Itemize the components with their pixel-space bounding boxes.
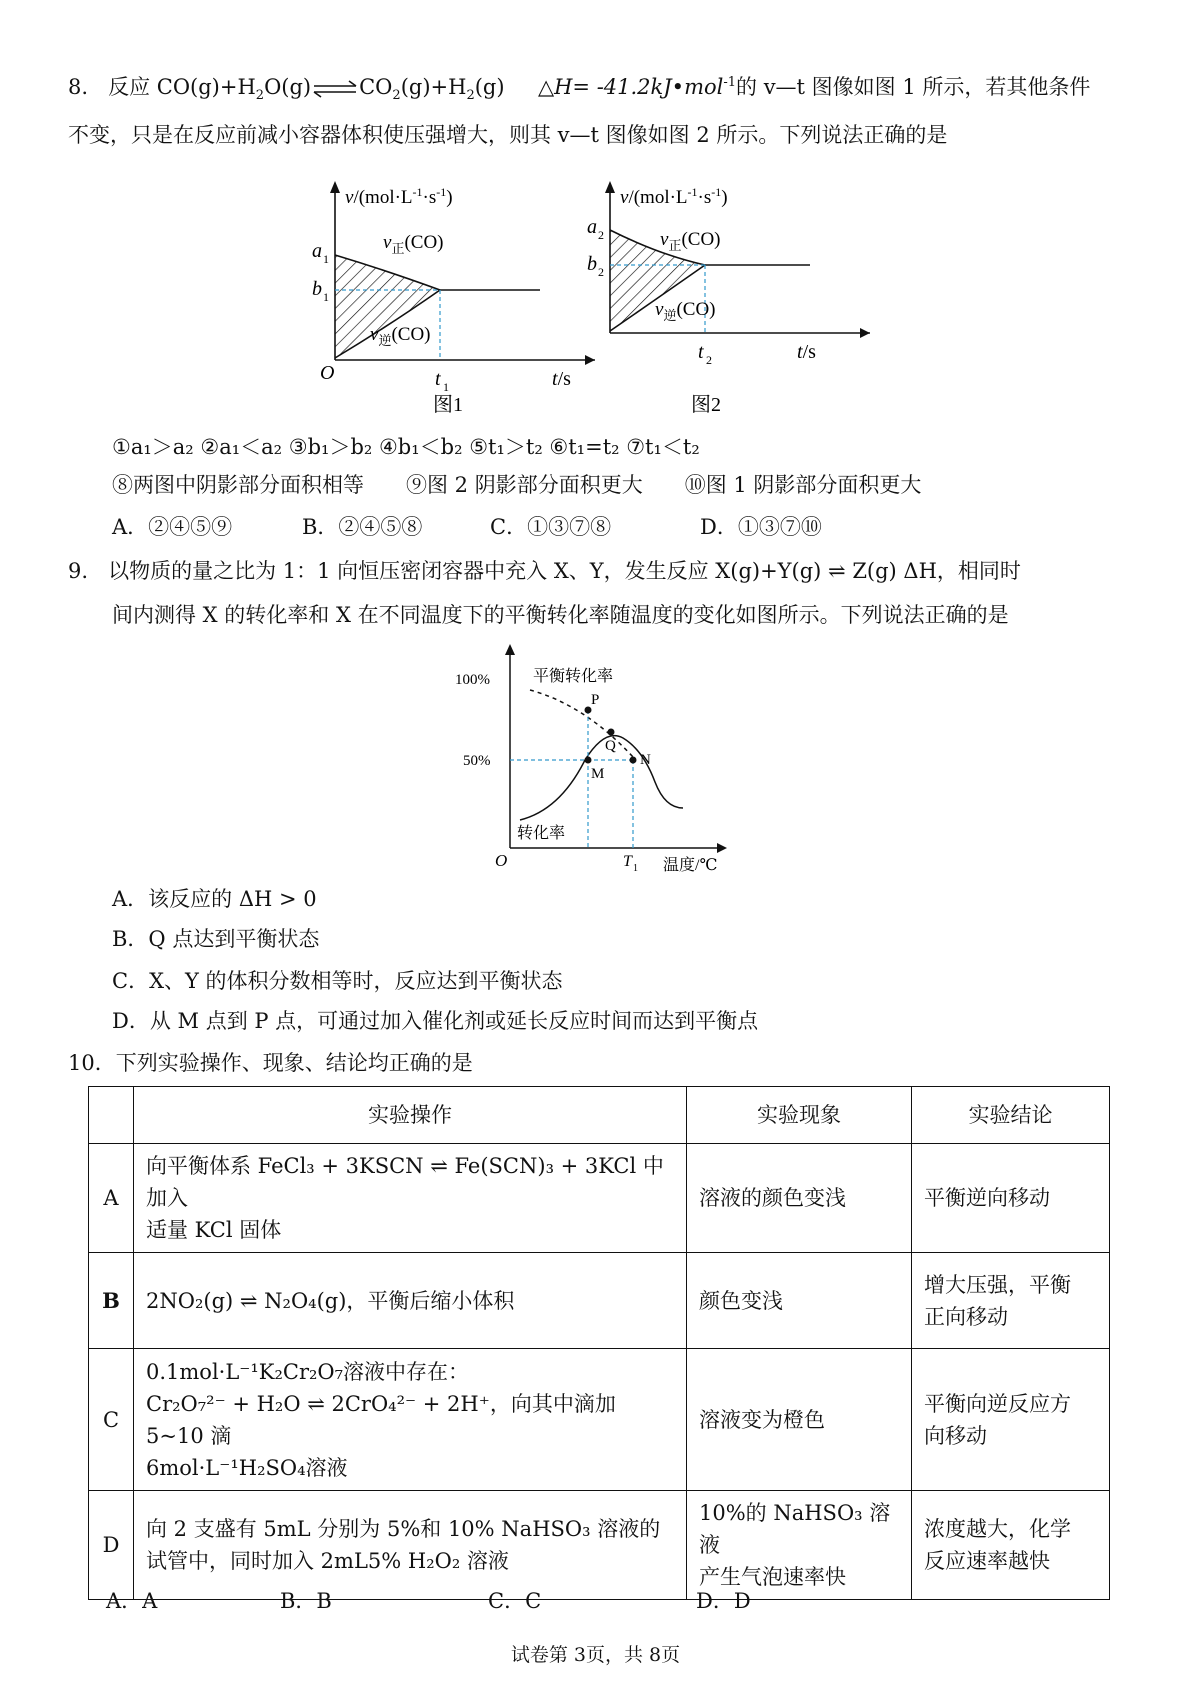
svg-text:t/s: t/s (797, 341, 816, 363)
svg-text:b: b (587, 253, 597, 275)
q9-option-b: B．Q 点达到平衡状态 (112, 927, 320, 951)
svg-text:1: 1 (633, 863, 638, 874)
q10-option-c: C．C (488, 1589, 542, 1613)
q9-line2: 间内测得 X 的转化率和 X 在不同温度下的平衡转化率随温度的变化如图所示。下列说法正确的是 (112, 603, 1009, 627)
table-row: A 向平衡体系 FeCl₃ + 3KSCN ⇌ Fe(SCN)₃ + 3KCl 中加入 适量 KCl 固体 溶液的颜色变浅 平衡逆向移动 (89, 1144, 1110, 1253)
svg-text:P: P (591, 692, 600, 708)
table-header-row: 实验操作 实验现象 实验结论 (89, 1087, 1110, 1144)
q8-statements-2: ⑧两图中阴影部分面积相等 ⑨图 2 阴影部分面积更大 ⑩图 1 阴影部分面积更大 (112, 473, 922, 497)
svg-text:N: N (640, 752, 651, 768)
svg-text:1: 1 (443, 380, 449, 394)
q10-option-d: D．D (696, 1589, 751, 1613)
svg-text:v/(mol·L-1·s-1): $v/(mol\cdot L^{-1}\cdot s^{-1})$ (620, 185, 728, 208)
q9-number: 9. (68, 559, 89, 583)
svg-text:2: 2 (598, 228, 604, 242)
svg-text:温度/℃: 温度/℃ (663, 857, 718, 874)
q9-option-a: A．该反应的 ΔH > 0 (112, 887, 317, 911)
q8-line2: 不变，只是在反应前减小容器体积使压强增大，则其 v—t 图像如图 2 所示。下列说法正确的是 (68, 123, 948, 147)
svg-text:v逆(CO): $v_逆(CO)$ (370, 324, 431, 348)
q10-option-b: B．B (280, 1589, 332, 1613)
svg-text:2: 2 (598, 265, 604, 279)
q10-title: 10．下列实验操作、现象、结论均正确的是 (68, 1051, 473, 1075)
q9-figure (455, 640, 745, 875)
svg-text:a: a (312, 240, 322, 262)
q8-line1: 8. 反应 $CO(g)+H_2O(g)$ $CO_2(g)+H_2(g)$ △H= -41.2kJ•mol$^{-1}$的 v—t 图像如图 1 所示，若其他条件 (68, 75, 1091, 104)
table-row: B 2NO₂(g) ⇌ N₂O₄(g)，平衡后缩小体积 颜色变浅 增大压强，平衡 正向移动 (89, 1253, 1110, 1349)
svg-text:T: T (623, 853, 632, 870)
svg-text:v正(CO): $v_正(CO)$ (383, 232, 444, 256)
svg-text:t: t (435, 368, 441, 390)
svg-text:平衡转化率: 平衡转化率 (533, 668, 614, 685)
svg-text:v逆(CO): $v_逆(CO)$ (655, 299, 716, 323)
svg-text:1: 1 (323, 252, 329, 266)
svg-text:2: 2 (706, 353, 712, 367)
svg-text:t/s: t/s (552, 368, 571, 390)
q8-figures (290, 175, 910, 420)
svg-text:O: O (495, 851, 508, 870)
svg-text:Q: Q (605, 738, 616, 754)
q9-option-c: C．X、Y 的体积分数相等时，反应达到平衡状态 (112, 969, 563, 993)
svg-text:v正(CO): $v_正(CO)$ (660, 229, 721, 253)
figure-2 (587, 181, 870, 416)
fig1-caption: 图1 (433, 394, 463, 416)
q10-option-a: A．A (106, 1589, 158, 1613)
svg-text:50%: 50% (463, 753, 491, 769)
q8-option-d: D．①③⑦⑩ (700, 515, 822, 539)
table-row: D 向 2 支盛有 5mL 分别为 5%和 10% NaHSO₃ 溶液的 试管中，同时加入 2mL5% H₂O₂ 溶液 10%的 NaHSO₃ 溶液 产生气泡速率快 浓度越大，化学 反应速率越快 (89, 1491, 1110, 1600)
svg-text:100%: 100% (455, 672, 490, 688)
q9-option-d: D．从 M 点到 P 点，可通过加入催化剂或延长反应时间而达到平衡点 (112, 1009, 759, 1033)
table-row: C 0.1mol·L⁻¹K₂Cr₂O₇溶液中存在： Cr₂O₇²⁻ + H₂O ⇌ 2CrO₄²⁻ + 2H⁺，向其中滴加 5~10 滴 6mol·L⁻¹H₂SO₄溶液 溶液变为橙色 平衡向逆反应方 向移动 (89, 1349, 1110, 1491)
svg-text:t: t (698, 341, 704, 363)
q8-option-c: C．①③⑦⑧ (490, 515, 612, 539)
q8-statements-1: ①a₁＞a₂ ②a₁＜a₂ ③b₁＞b₂ ④b₁＜b₂ ⑤t₁＞t₂ ⑥t₁=t₂ ⑦t₁＜t₂ (112, 435, 700, 459)
q8-option-a: A．②④⑤⑨ (112, 515, 233, 539)
fig2-caption: 图2 (691, 394, 721, 416)
svg-text:b: b (312, 278, 322, 300)
svg-text:1: 1 (323, 290, 329, 304)
svg-text:M: M (591, 766, 605, 782)
page-footer: 试卷第 3页，共 8页 (510, 1644, 681, 1666)
figure-1 (312, 181, 595, 416)
svg-text:v/(mol·L-1·s-1): $v/(mol\cdot L^{-1}\cdot s^{-1})$ (345, 185, 453, 208)
fig1-origin: O (320, 362, 335, 384)
q8-option-b: B．②④⑤⑧ (302, 515, 423, 539)
svg-text:转化率: 转化率 (517, 825, 566, 842)
q10-table (88, 1086, 1110, 1600)
svg-text:a: a (587, 216, 597, 238)
equilibrium-arrow-icon (311, 78, 359, 100)
q8-number: 8. (68, 75, 89, 99)
q9-line1: 9. 以物质的量之比为 1：1 向恒压密闭容器中充入 X、Y，发生反应 X(g)+Y(g) ⇌ Z(g) ΔH，相同时 (68, 559, 1021, 583)
